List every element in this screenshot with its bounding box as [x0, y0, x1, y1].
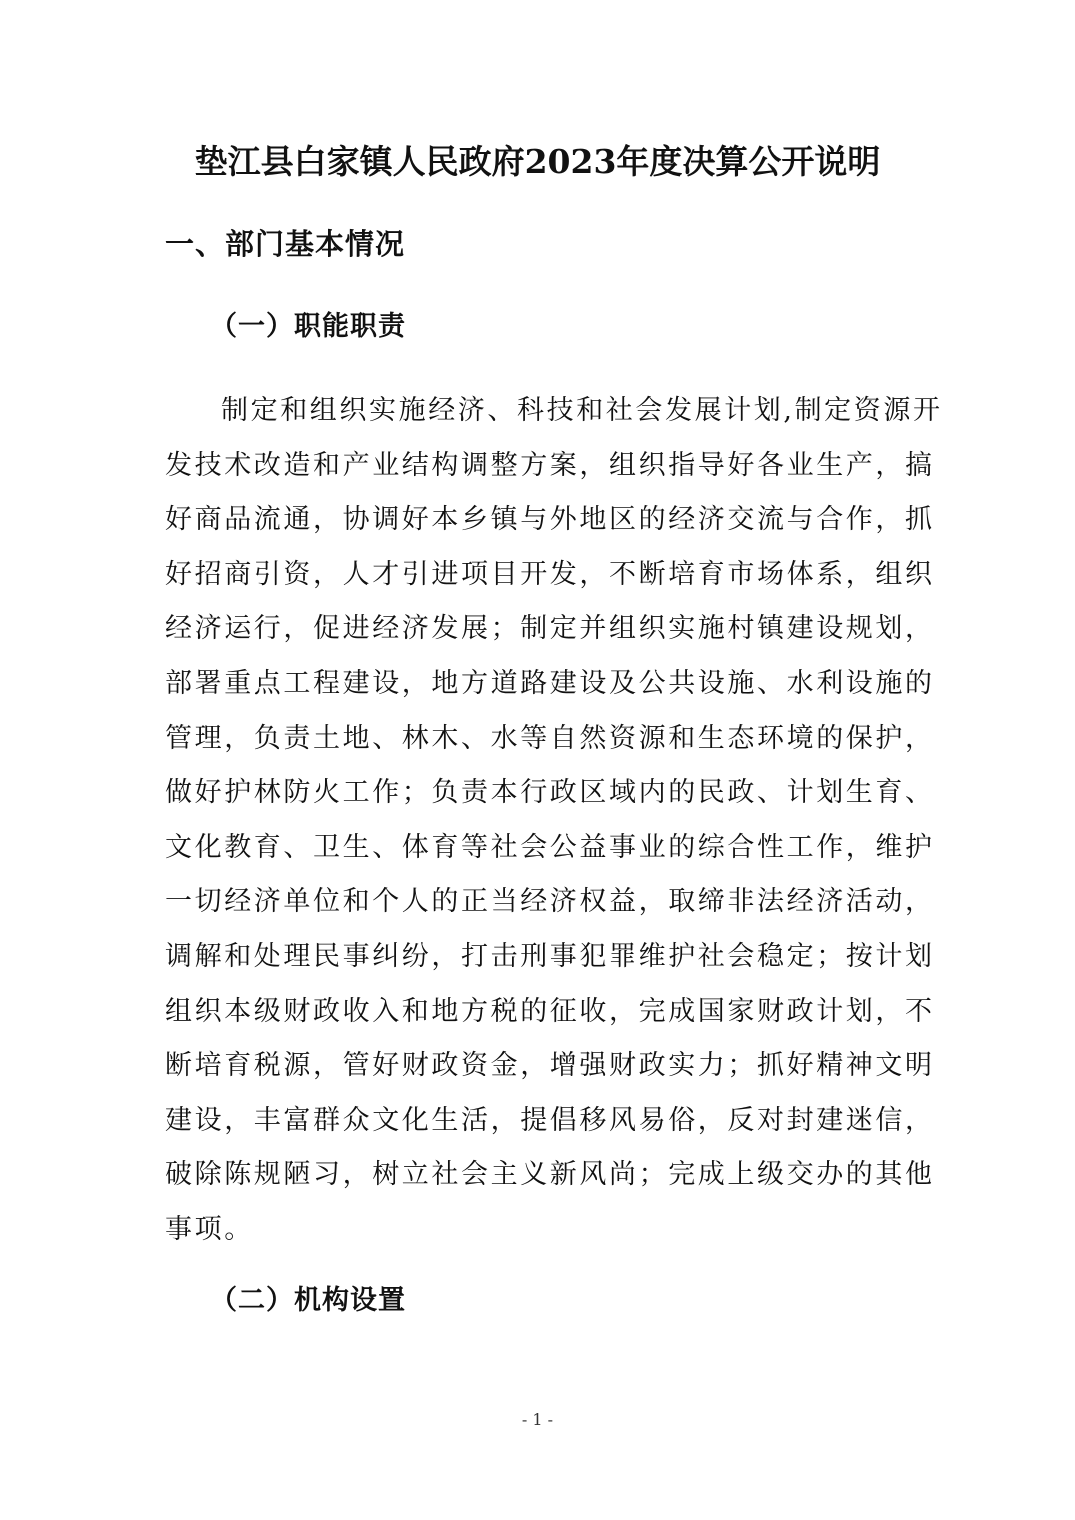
paragraph-line: 文化教育、卫生、体育等社会公益事业的综合性工作，维护	[165, 831, 935, 863]
paragraph-line: 好商品流通，协调好本乡镇与外地区的经济交流与合作，抓	[165, 504, 935, 536]
paragraph-line: 发技术改造和产业结构调整方案，组织指导好各业生产，搞	[165, 449, 935, 481]
paragraph-line: 好招商引资，人才引进项目开发，不断培育市场体系，组织	[165, 558, 935, 590]
section-heading-basic-info: 一、部门基本情况	[165, 227, 406, 261]
subsection-heading-functions: （一）职能职责	[210, 311, 406, 342]
paragraph-line: 调解和处理民事纠纷，打击刑事犯罪维护社会稳定；按计划	[165, 940, 935, 972]
document-title: 垫江县白家镇人民政府2023年度决算公开说明	[194, 142, 881, 181]
paragraph-line: 组织本级财政收入和地方税的征收，完成国家财政计划，不	[165, 995, 935, 1027]
paragraph-line: 部署重点工程建设，地方道路建设及公共设施、水利设施的	[165, 667, 935, 699]
paragraph-line: 破除陈规陋习，树立社会主义新风尚；完成上级交办的其他	[165, 1159, 935, 1191]
paragraph-line: 做好护林防火工作；负责本行政区域内的民政、计划生育、	[165, 777, 935, 809]
paragraph-line: 建设，丰富群众文化生活，提倡移风易俗，反对封建迷信，	[165, 1104, 935, 1136]
page-number: - 1 -	[521, 1410, 554, 1429]
paragraph-line: 一切经济单位和个人的正当经济权益，取缔非法经济活动，	[165, 886, 935, 918]
subsection-heading-organization: （二）机构设置	[210, 1285, 406, 1316]
paragraph-line: 管理，负责土地、林木、水等自然资源和生态环境的保护，	[165, 722, 935, 754]
paragraph-line: 事项。	[165, 1213, 254, 1245]
paragraph-line: 断培育税源，管好财政资金，增强财政实力；抓好精神文明	[165, 1050, 935, 1082]
functions-paragraph	[165, 384, 943, 1258]
paragraph-line: 制定和组织实施经济、科技和社会发展计划,制定资源开	[221, 395, 943, 426]
paragraph-line: 经济运行，促进经济发展；制定并组织实施村镇建设规划，	[165, 613, 935, 645]
